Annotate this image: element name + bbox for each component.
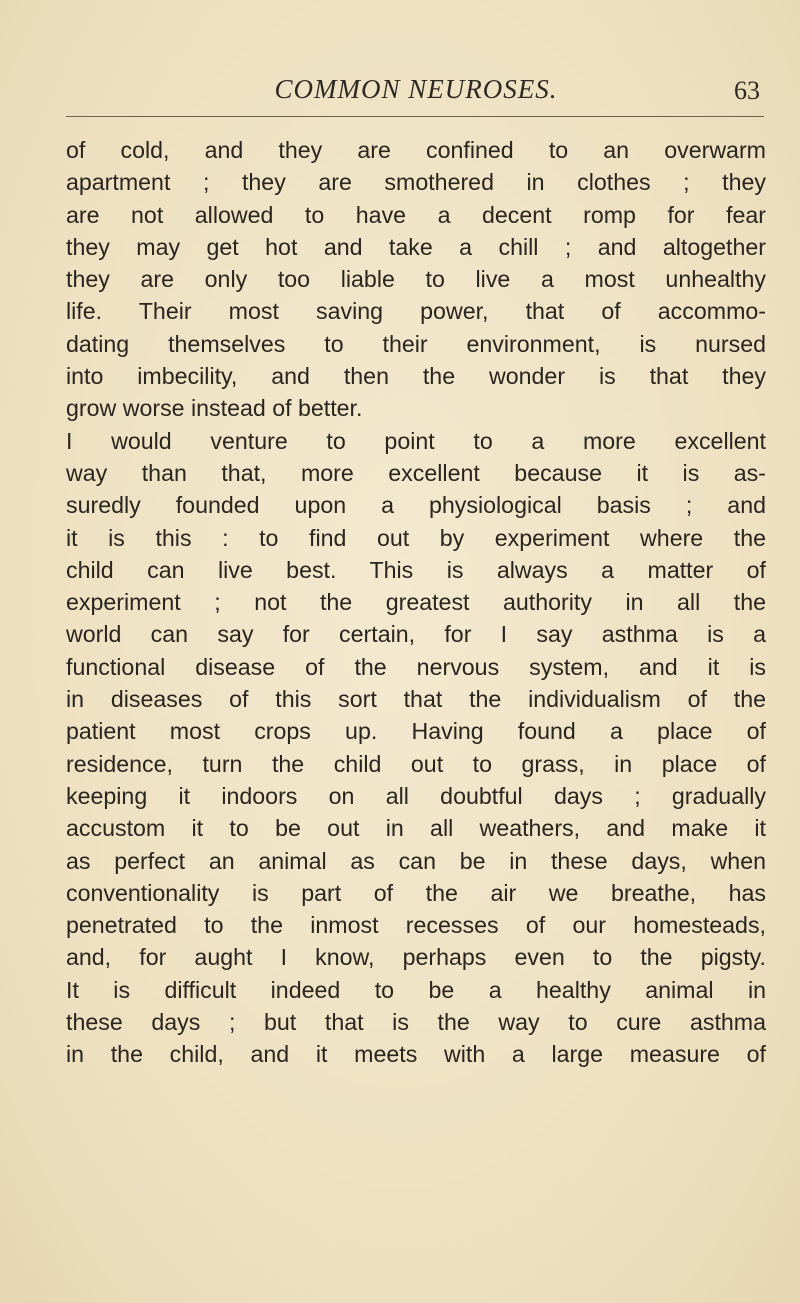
text-line-paragraph-start: I would venture to point to a more excellent xyxy=(66,427,766,454)
text-line: suredly founded upon a physiological basis ; and xyxy=(66,492,766,519)
text-line: of cold, and they are confined to an overwarm xyxy=(66,137,766,163)
body-text xyxy=(66,134,766,1071)
text-line: they are only too liable to live a most unhealthy xyxy=(66,266,766,293)
text-line: these days ; but that is the way to cure asthma xyxy=(66,1009,766,1036)
text-line: accustom it to be out in all weathers, and make it xyxy=(66,815,766,842)
text-line-paragraph-end: grow worse instead of better. xyxy=(66,395,363,422)
text-line: It is difficult indeed to be a healthy animal in xyxy=(66,976,766,1003)
text-line: functional disease of the nervous system, and it is xyxy=(66,653,766,680)
text-line: penetrated to the inmost recesses of our homesteads, xyxy=(66,912,766,939)
text-line: residence, turn the child out to grass, in place of xyxy=(66,750,766,777)
text-line: experiment ; not the greatest authority in all the xyxy=(66,589,766,616)
text-line: world can say for certain, for I say asthma is a xyxy=(66,621,766,648)
text-line: in the child, and it meets with a large measure of xyxy=(66,1041,766,1068)
header-rule xyxy=(66,116,764,117)
text-line: are not allowed to have a decent romp for fear xyxy=(66,201,766,228)
text-line: way than that, more excellent because it is as- xyxy=(66,459,766,486)
text-line: keeping it indoors on all doubtful days ; gradually xyxy=(66,782,766,809)
text-line: conventionality is part of the air we breathe, has xyxy=(66,879,766,906)
text-line: it is this : to find out by experiment where the xyxy=(66,524,766,551)
text-line: child can live best. This is always a matter of xyxy=(66,556,766,583)
text-line: apartment ; they are smothered in clothes ; they xyxy=(66,169,766,196)
running-head xyxy=(66,70,766,110)
page-number: 63 xyxy=(734,76,760,105)
text-line: life. Their most saving power, that of accommo- xyxy=(66,298,766,325)
running-title: COMMON NEUROSES. xyxy=(274,74,558,104)
text-line: as perfect an animal as can be in these days, when xyxy=(66,847,766,874)
text-line: and, for aught I know, perhaps even to the pigsty. xyxy=(66,944,766,971)
text-line: in diseases of this sort that the individualism of the xyxy=(66,686,766,713)
text-line: they may get hot and take a chill ; and altogether xyxy=(66,233,766,260)
text-line: dating themselves to their environment, is nursed xyxy=(66,330,766,357)
text-line: patient most crops up. Having found a place of xyxy=(66,718,766,745)
text-line: into imbecility, and then the wonder is that they xyxy=(66,363,766,390)
